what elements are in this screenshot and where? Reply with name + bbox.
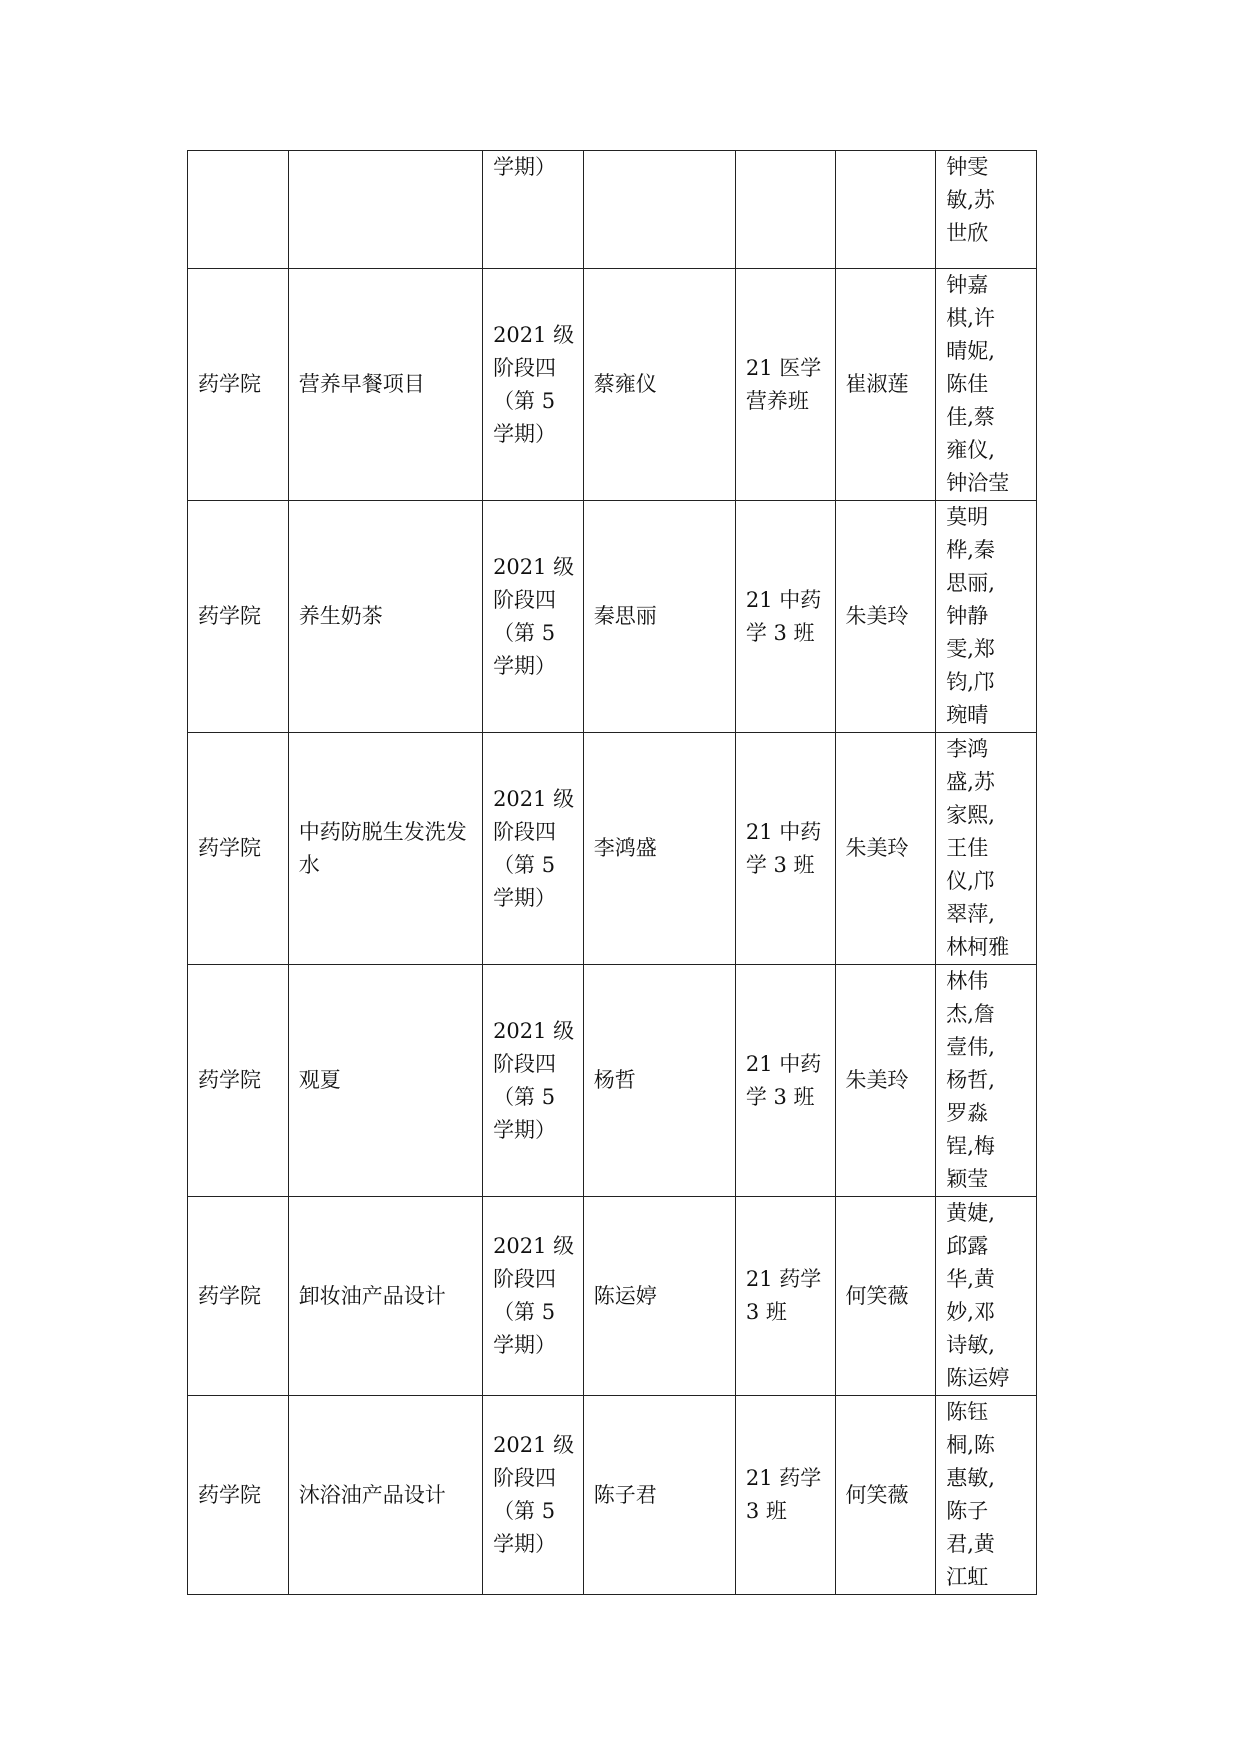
members-line: 钟静 — [946, 604, 989, 628]
members-line: 江虹 — [946, 1565, 989, 1589]
leader-cell: 陈子君 — [583, 1396, 735, 1595]
leader-cell: 杨哲 — [583, 965, 735, 1197]
stage-line: 2021 级 — [493, 322, 575, 347]
members-line: 晴妮, — [946, 339, 995, 363]
stage-cell — [483, 269, 584, 501]
stage-line: 2021 级 — [493, 1234, 575, 1258]
table-row — [188, 501, 1037, 733]
members-line: 君,黄 — [946, 1532, 995, 1556]
stage-line: 学期） — [493, 1333, 557, 1357]
stage-line: （第 5 — [493, 388, 556, 413]
stage-line: 学期） — [493, 653, 557, 678]
leader-cell — [583, 151, 735, 269]
project-name-cell: 卸妆油产品设计 — [288, 1197, 482, 1396]
class-line: 21 中药 — [745, 587, 822, 612]
project-name-cell: 沐浴油产品设计 — [288, 1396, 482, 1595]
members-line: 世欣 — [946, 221, 989, 245]
stage-cell — [483, 965, 584, 1197]
class-line: 学 3 班 — [745, 852, 815, 877]
members-line: 雯,郑 — [946, 637, 995, 661]
project-name-cell: 养生奶茶 — [288, 501, 482, 733]
members-line: 锃,梅 — [946, 1134, 995, 1158]
class-line: 3 班 — [745, 1499, 787, 1523]
members-line: 陈子 — [946, 1499, 989, 1523]
members-line: 钟洽莹 — [946, 471, 1010, 495]
class-line: 21 中药 — [745, 1051, 822, 1076]
members-line: 壹伟, — [946, 1035, 995, 1059]
members-line: 仪,邝 — [946, 869, 995, 893]
leader-cell: 陈运婷 — [583, 1197, 735, 1396]
members-line: 罗淼 — [946, 1101, 989, 1125]
college-cell: 药学院 — [188, 501, 289, 733]
advisor-cell: 朱美玲 — [835, 965, 936, 1197]
stage-line: 阶段四 — [493, 355, 557, 380]
members-line: 桦,秦 — [946, 538, 995, 562]
members-cell — [936, 151, 1037, 269]
stage-line: 学期） — [493, 155, 557, 179]
project-name-cell — [288, 151, 482, 269]
members-line: 思丽, — [946, 571, 995, 595]
members-line: 黄婕, — [946, 1201, 995, 1225]
stage-cell — [483, 501, 584, 733]
stage-line: 学期） — [493, 1117, 557, 1142]
advisor-cell: 崔淑莲 — [835, 269, 936, 501]
members-line: 王佳 — [946, 836, 989, 860]
members-cell — [936, 269, 1037, 501]
stage-line: 学期） — [493, 885, 557, 910]
class-line: 学 3 班 — [745, 620, 815, 645]
stage-line: 学期） — [493, 421, 557, 446]
advisor-cell — [835, 151, 936, 269]
stage-cell — [483, 733, 584, 965]
advisor-cell: 朱美玲 — [835, 501, 936, 733]
advisor-cell: 何笑薇 — [835, 1396, 936, 1595]
class-cell — [735, 965, 835, 1197]
stage-line: （第 5 — [493, 1499, 556, 1523]
members-line: 林柯雅 — [946, 935, 1010, 959]
table-row — [188, 965, 1037, 1197]
class-line: 21 医学 — [745, 355, 822, 380]
members-cell — [936, 1396, 1037, 1595]
table-body — [188, 151, 1037, 1595]
stage-line: 2021 级 — [493, 554, 575, 579]
members-cell — [936, 501, 1037, 733]
members-line: 妙,邓 — [946, 1300, 995, 1324]
class-cell — [735, 1396, 835, 1595]
class-cell — [735, 151, 835, 269]
members-line: 林伟 — [946, 969, 989, 993]
stage-line: （第 5 — [493, 1084, 556, 1109]
stage-line: 阶段四 — [493, 1267, 557, 1291]
college-cell: 药学院 — [188, 965, 289, 1197]
members-cell — [936, 733, 1037, 965]
members-line: 邱露 — [946, 1234, 989, 1258]
table-row — [188, 733, 1037, 965]
class-line: 21 中药 — [745, 819, 822, 844]
table-row — [188, 151, 1037, 269]
members-line: 华,黄 — [946, 1267, 995, 1291]
college-cell: 药学院 — [188, 1396, 289, 1595]
table-row — [188, 1396, 1037, 1595]
stage-line: （第 5 — [493, 1300, 556, 1324]
members-line: 杨哲, — [946, 1068, 995, 1092]
members-line: 敏,苏 — [946, 188, 995, 212]
class-line: 学 3 班 — [745, 1084, 815, 1109]
members-line: 李鸿 — [946, 737, 989, 761]
members-line: 钧,邝 — [946, 670, 995, 694]
members-line: 钟嘉 — [946, 273, 989, 297]
stage-line: 阶段四 — [493, 1466, 557, 1490]
members-cell — [936, 1197, 1037, 1396]
stage-line: （第 5 — [493, 620, 556, 645]
class-cell — [735, 269, 835, 501]
college-cell: 药学院 — [188, 269, 289, 501]
advisor-cell: 朱美玲 — [835, 733, 936, 965]
stage-line: 学期） — [493, 1532, 557, 1556]
leader-cell: 蔡雍仪 — [583, 269, 735, 501]
stage-line: 阶段四 — [493, 1051, 557, 1076]
members-line: 莫明 — [946, 505, 989, 529]
college-cell — [188, 151, 289, 269]
stage-cell — [483, 1396, 584, 1595]
stage-line: 2021 级 — [493, 1433, 575, 1457]
stage-line: 2021 级 — [493, 786, 575, 811]
members-line: 桐,陈 — [946, 1433, 995, 1457]
stage-line: （第 5 — [493, 852, 556, 877]
class-line: 21 药学 — [745, 1466, 822, 1490]
members-line: 佳,蔡 — [946, 405, 995, 429]
college-cell: 药学院 — [188, 1197, 289, 1396]
table-row — [188, 1197, 1037, 1396]
project-name-cell: 观夏 — [288, 965, 482, 1197]
class-cell — [735, 1197, 835, 1396]
class-line: 21 药学 — [745, 1267, 822, 1291]
project-table — [187, 150, 1037, 1595]
members-line: 陈佳 — [946, 372, 989, 396]
class-line: 营养班 — [745, 388, 809, 413]
members-line: 琬晴 — [946, 703, 989, 727]
leader-cell: 秦思丽 — [583, 501, 735, 733]
project-name-cell: 中药防脱生发洗发水 — [288, 733, 482, 965]
stage-cell — [483, 1197, 584, 1396]
members-line: 棋,许 — [946, 306, 995, 330]
members-line: 颖莹 — [946, 1167, 989, 1191]
college-cell: 药学院 — [188, 733, 289, 965]
members-cell — [936, 965, 1037, 1197]
project-name-cell: 营养早餐项目 — [288, 269, 482, 501]
class-cell — [735, 501, 835, 733]
class-cell — [735, 733, 835, 965]
members-line: 家熙, — [946, 803, 995, 827]
members-line: 诗敏, — [946, 1333, 995, 1357]
members-line: 雍仪, — [946, 438, 995, 462]
members-line: 杰,詹 — [946, 1002, 995, 1026]
leader-cell: 李鸿盛 — [583, 733, 735, 965]
class-line: 3 班 — [745, 1300, 787, 1324]
members-line: 陈运婷 — [946, 1366, 1010, 1390]
stage-line: 2021 级 — [493, 1018, 575, 1043]
advisor-cell: 何笑薇 — [835, 1197, 936, 1396]
table-row — [188, 269, 1037, 501]
members-line: 盛,苏 — [946, 770, 995, 794]
members-line: 陈钰 — [946, 1400, 989, 1424]
members-line: 钟雯 — [946, 155, 989, 179]
stage-cell — [483, 151, 584, 269]
members-line: 翠萍, — [946, 902, 995, 926]
members-line: 惠敏, — [946, 1466, 995, 1490]
stage-line: 阶段四 — [493, 819, 557, 844]
stage-line: 阶段四 — [493, 587, 557, 612]
